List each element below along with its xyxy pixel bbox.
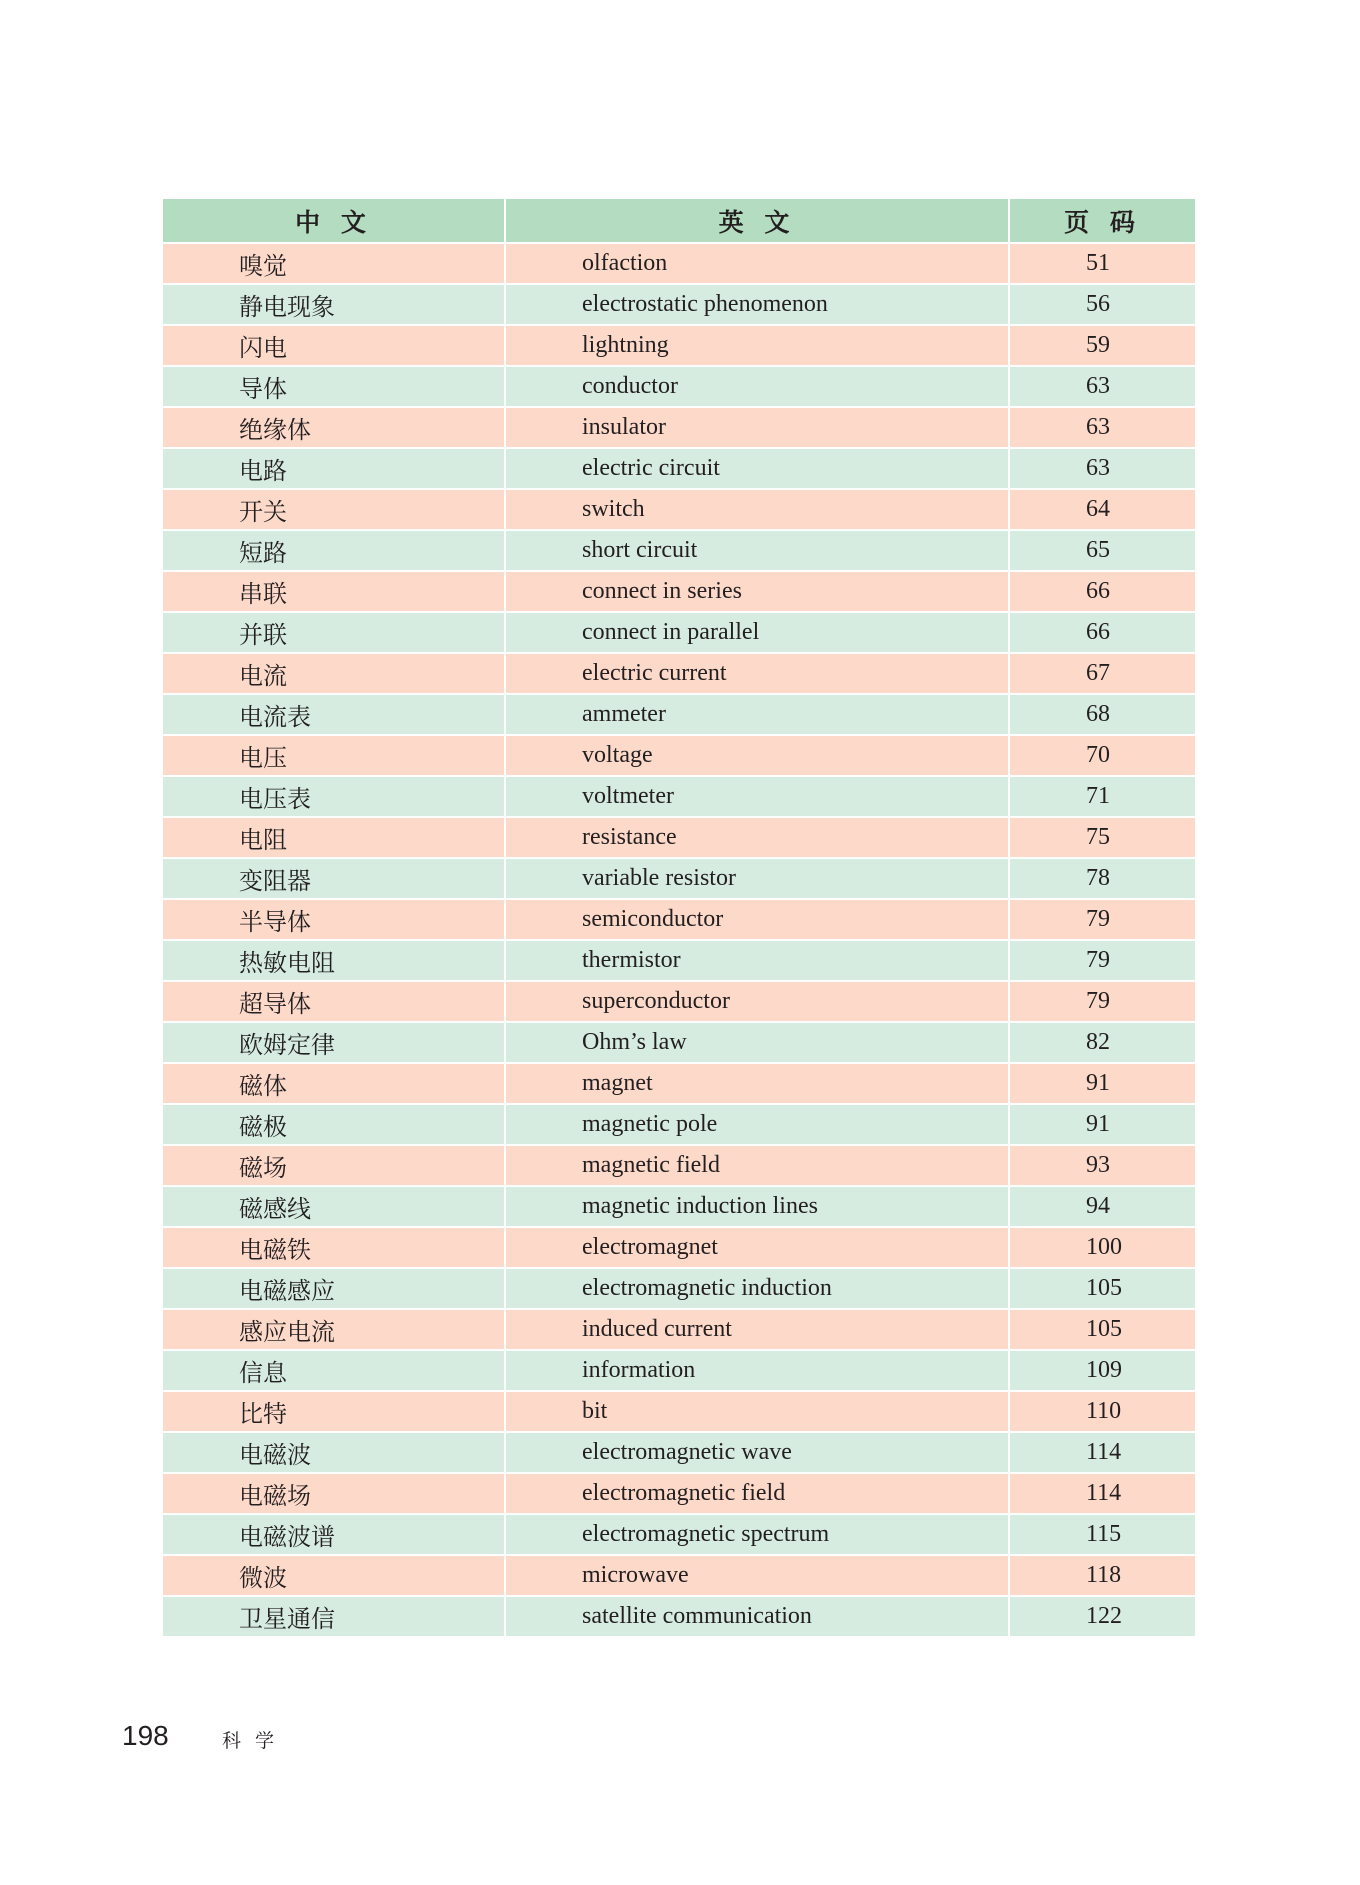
chinese-term: 电流表 bbox=[163, 695, 506, 734]
chinese-term: 半导体 bbox=[163, 900, 506, 939]
page-number: 118 bbox=[1086, 1562, 1122, 1588]
chinese-term: 电流 bbox=[163, 654, 506, 693]
chinese-term: 微波 bbox=[163, 1556, 506, 1595]
table-row bbox=[163, 1187, 1195, 1228]
table-row bbox=[163, 1556, 1195, 1597]
chinese-term: 导体 bbox=[163, 367, 506, 406]
table-row bbox=[163, 408, 1195, 449]
chinese-term: 电压 bbox=[163, 736, 506, 775]
table-row bbox=[163, 1023, 1195, 1064]
chinese-term: 磁感线 bbox=[163, 1187, 506, 1226]
english-term: superconductor bbox=[506, 982, 1010, 1021]
english-term: induced current bbox=[506, 1310, 1010, 1349]
page-number: 79 bbox=[1086, 988, 1110, 1014]
header-page: 页 码 bbox=[1064, 207, 1141, 237]
glossary-table bbox=[163, 199, 1195, 1638]
english-term: electric circuit bbox=[506, 449, 1010, 488]
english-term: insulator bbox=[506, 408, 1010, 447]
chinese-term: 磁极 bbox=[163, 1105, 506, 1144]
table-row bbox=[163, 1392, 1195, 1433]
chinese-term: 静电现象 bbox=[163, 285, 506, 324]
english-term: connect in series bbox=[506, 572, 1010, 611]
english-term: magnetic pole bbox=[506, 1105, 1010, 1144]
chinese-term: 热敏电阻 bbox=[163, 941, 506, 980]
english-term: magnet bbox=[506, 1064, 1010, 1103]
table-row bbox=[163, 613, 1195, 654]
table-row bbox=[163, 572, 1195, 613]
page-number: 56 bbox=[1086, 291, 1110, 317]
table-row bbox=[163, 367, 1195, 408]
page-number: 105 bbox=[1086, 1316, 1122, 1342]
page-number: 71 bbox=[1086, 783, 1110, 809]
page-number: 59 bbox=[1086, 332, 1110, 358]
table-row bbox=[163, 1433, 1195, 1474]
table-row bbox=[163, 285, 1195, 326]
table-row bbox=[163, 900, 1195, 941]
english-term: information bbox=[506, 1351, 1010, 1390]
english-term: switch bbox=[506, 490, 1010, 529]
chinese-term: 串联 bbox=[163, 572, 506, 611]
page-number: 51 bbox=[1086, 250, 1110, 276]
english-term: variable resistor bbox=[506, 859, 1010, 898]
english-term: lightning bbox=[506, 326, 1010, 365]
table-row bbox=[163, 695, 1195, 736]
chinese-term: 欧姆定律 bbox=[163, 1023, 506, 1062]
chinese-term: 卫星通信 bbox=[163, 1597, 506, 1636]
table-row bbox=[163, 1310, 1195, 1351]
page-number: 122 bbox=[1086, 1603, 1122, 1629]
table-row bbox=[163, 1597, 1195, 1638]
table-row bbox=[163, 244, 1195, 285]
page-number: 115 bbox=[1086, 1521, 1122, 1547]
table-row bbox=[163, 941, 1195, 982]
table-row bbox=[163, 859, 1195, 900]
english-term: voltmeter bbox=[506, 777, 1010, 816]
page-number: 63 bbox=[1086, 414, 1110, 440]
english-term: magnetic induction lines bbox=[506, 1187, 1010, 1226]
chinese-term: 嗅觉 bbox=[163, 244, 506, 283]
chinese-term: 电阻 bbox=[163, 818, 506, 857]
english-term: resistance bbox=[506, 818, 1010, 857]
english-term: thermistor bbox=[506, 941, 1010, 980]
chinese-term: 电磁波 bbox=[163, 1433, 506, 1472]
table-row bbox=[163, 1269, 1195, 1310]
chinese-term: 电磁波谱 bbox=[163, 1515, 506, 1554]
header-chinese: 中 文 bbox=[163, 199, 506, 242]
english-term: ammeter bbox=[506, 695, 1010, 734]
table-row bbox=[163, 654, 1195, 695]
page-number: 66 bbox=[1086, 578, 1110, 604]
english-term: electrostatic phenomenon bbox=[506, 285, 1010, 324]
chinese-term: 磁场 bbox=[163, 1146, 506, 1185]
table-row bbox=[163, 1515, 1195, 1556]
page-number: 93 bbox=[1086, 1152, 1110, 1178]
page-number: 94 bbox=[1086, 1193, 1110, 1219]
english-term: electric current bbox=[506, 654, 1010, 693]
table-row bbox=[163, 982, 1195, 1023]
page-number: 63 bbox=[1086, 455, 1110, 481]
chinese-term: 磁体 bbox=[163, 1064, 506, 1103]
header-english: 英 文 bbox=[506, 199, 1010, 242]
chinese-term: 变阻器 bbox=[163, 859, 506, 898]
chinese-term: 并联 bbox=[163, 613, 506, 652]
table-row bbox=[163, 490, 1195, 531]
english-term: electromagnetic field bbox=[506, 1474, 1010, 1513]
english-term: satellite communication bbox=[506, 1597, 1010, 1636]
table-row bbox=[163, 1474, 1195, 1515]
page-number: 70 bbox=[1086, 742, 1110, 768]
english-term: electromagnetic induction bbox=[506, 1269, 1010, 1308]
english-term: olfaction bbox=[506, 244, 1010, 283]
chinese-term: 信息 bbox=[163, 1351, 506, 1390]
table-row bbox=[163, 1105, 1195, 1146]
page-number: 68 bbox=[1086, 701, 1110, 727]
chinese-term: 感应电流 bbox=[163, 1310, 506, 1349]
page-number: 65 bbox=[1086, 537, 1110, 563]
page-number: 91 bbox=[1086, 1111, 1110, 1137]
chinese-term: 闪电 bbox=[163, 326, 506, 365]
english-term: voltage bbox=[506, 736, 1010, 775]
chinese-term: 电压表 bbox=[163, 777, 506, 816]
chinese-term: 开关 bbox=[163, 490, 506, 529]
chinese-term: 电路 bbox=[163, 449, 506, 488]
english-term: connect in parallel bbox=[506, 613, 1010, 652]
page-number: 66 bbox=[1086, 619, 1110, 645]
page-number: 114 bbox=[1086, 1439, 1122, 1465]
table-row bbox=[163, 449, 1195, 490]
page-number: 82 bbox=[1086, 1029, 1110, 1055]
chinese-term: 比特 bbox=[163, 1392, 506, 1431]
page-number: 110 bbox=[1086, 1398, 1122, 1424]
english-term: electromagnetic spectrum bbox=[506, 1515, 1010, 1554]
table-header-row bbox=[163, 199, 1195, 244]
page-number: 105 bbox=[1086, 1275, 1122, 1301]
table-row bbox=[163, 777, 1195, 818]
table-row bbox=[163, 818, 1195, 859]
page-number: 79 bbox=[1086, 947, 1110, 973]
chinese-term: 电磁感应 bbox=[163, 1269, 506, 1308]
page-number: 109 bbox=[1086, 1357, 1122, 1383]
footer-subject: 科 学 bbox=[222, 1730, 279, 1752]
table-row bbox=[163, 1146, 1195, 1187]
english-term: microwave bbox=[506, 1556, 1010, 1595]
table-row bbox=[163, 326, 1195, 367]
chinese-term: 绝缘体 bbox=[163, 408, 506, 447]
page-number: 64 bbox=[1086, 496, 1110, 522]
page-number: 78 bbox=[1086, 865, 1110, 891]
page-number: 79 bbox=[1086, 906, 1110, 932]
table-row bbox=[163, 531, 1195, 572]
page-number: 114 bbox=[1086, 1480, 1122, 1506]
page-number: 100 bbox=[1086, 1234, 1122, 1260]
chinese-term: 电磁场 bbox=[163, 1474, 506, 1513]
english-term: Ohm’s law bbox=[506, 1023, 1010, 1062]
table-row bbox=[163, 736, 1195, 777]
chinese-term: 短路 bbox=[163, 531, 506, 570]
page-number: 67 bbox=[1086, 660, 1110, 686]
table-row bbox=[163, 1064, 1195, 1105]
english-term: short circuit bbox=[506, 531, 1010, 570]
chinese-term: 电磁铁 bbox=[163, 1228, 506, 1267]
english-term: semiconductor bbox=[506, 900, 1010, 939]
page-number: 75 bbox=[1086, 824, 1110, 850]
page-number: 91 bbox=[1086, 1070, 1110, 1096]
table-row bbox=[163, 1351, 1195, 1392]
chinese-term: 超导体 bbox=[163, 982, 506, 1021]
table-row bbox=[163, 1228, 1195, 1269]
page-number: 63 bbox=[1086, 373, 1110, 399]
english-term: conductor bbox=[506, 367, 1010, 406]
english-term: bit bbox=[506, 1392, 1010, 1431]
footer-page-number: 198 bbox=[122, 1720, 169, 1751]
english-term: magnetic field bbox=[506, 1146, 1010, 1185]
english-term: electromagnet bbox=[506, 1228, 1010, 1267]
english-term: electromagnetic wave bbox=[506, 1433, 1010, 1472]
